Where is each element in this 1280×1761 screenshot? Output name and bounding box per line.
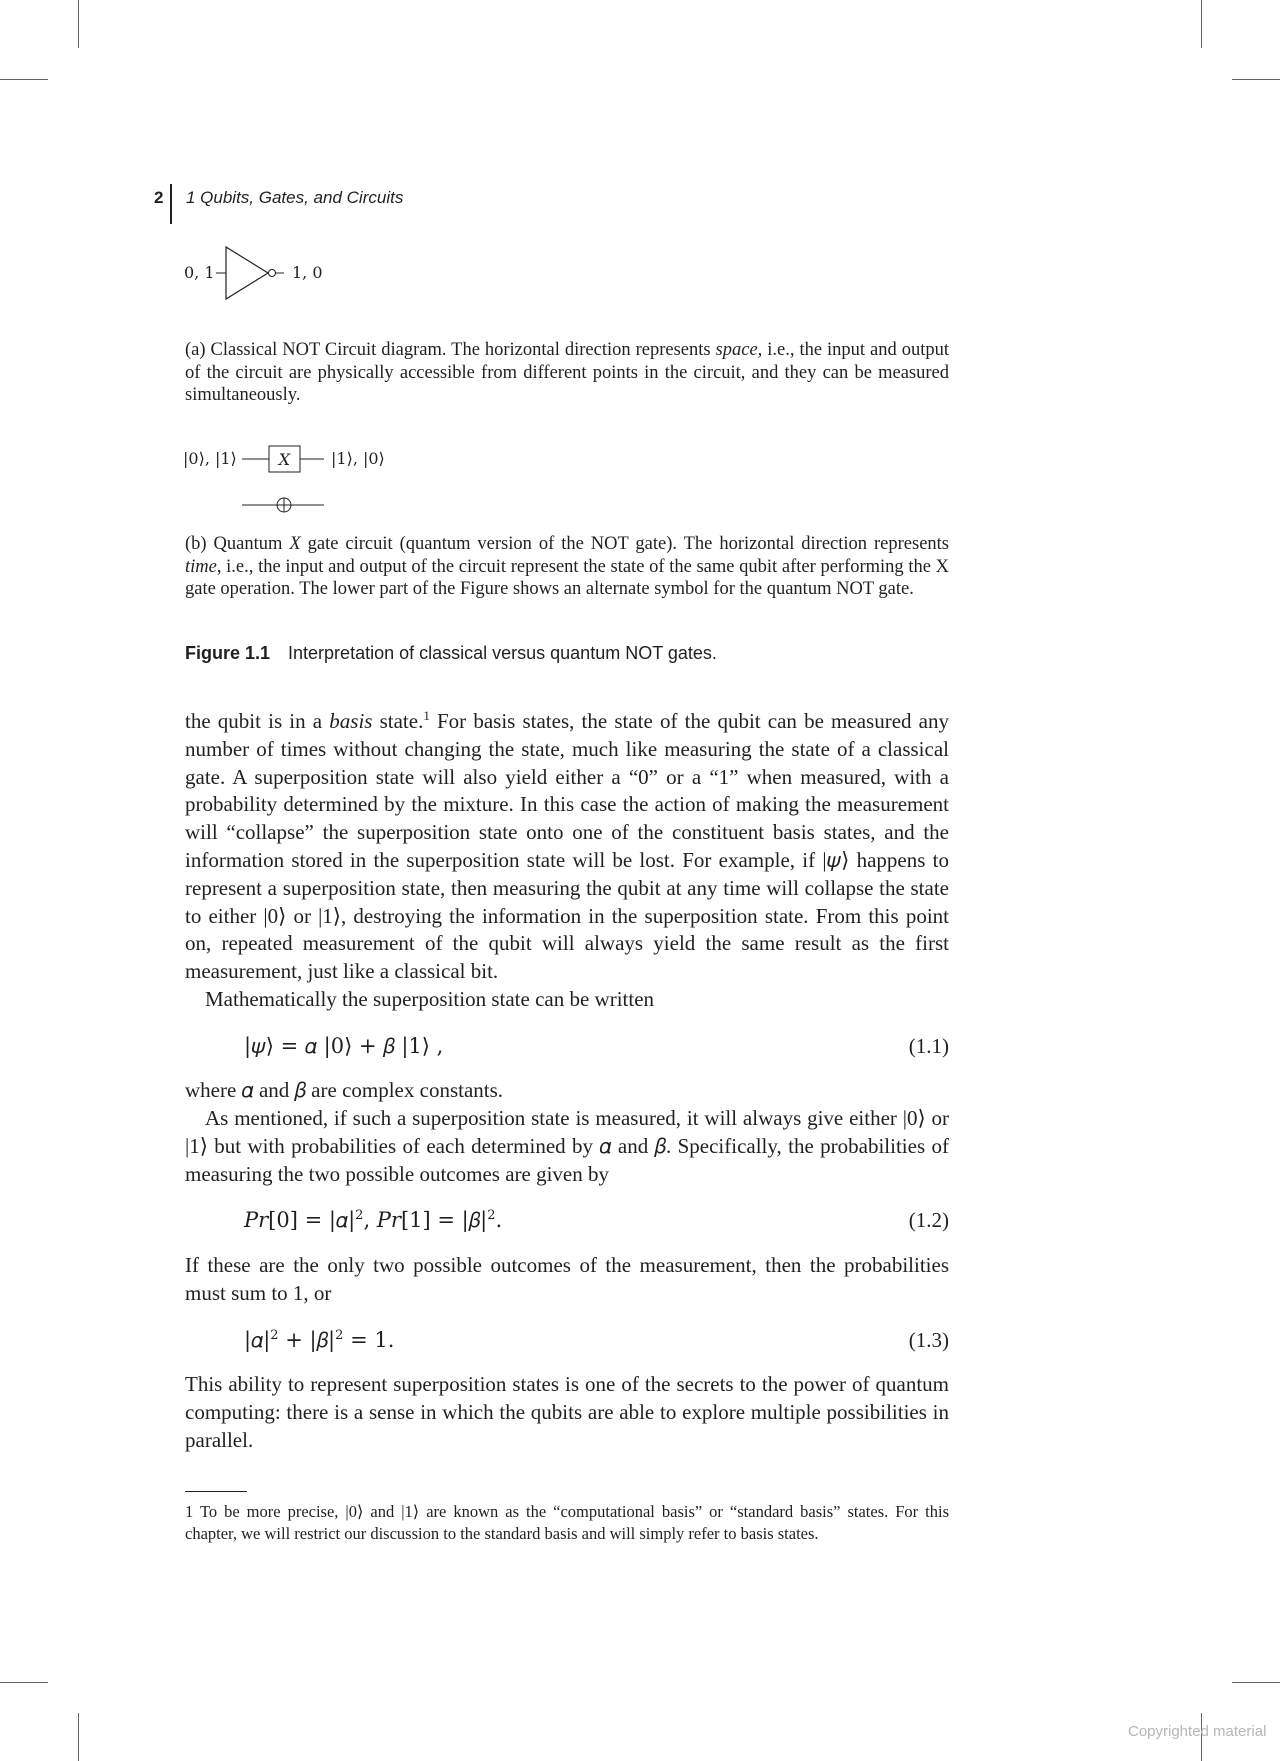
page-number: 2 [154, 188, 164, 207]
paragraph-quantum-power: This ability to represent superposition states is one of the secrets to the power of quantum computing: there is a sense in which the qubits are able to explore multiple possibilities in parallel. [185, 1372, 949, 1452]
paragraph-sum-to-one: If these are the only two possible outcomes of the measurement, then the probabilities must sum to 1, or [185, 1253, 949, 1305]
figure-label [185, 643, 965, 664]
equation-1-2 [244, 1206, 949, 1234]
figure-a-not-gate-diagram [180, 240, 340, 306]
crop-mark [0, 79, 48, 80]
figure-a-inversion-bubble [269, 270, 276, 277]
chapter-title: 1 Qubits, Gates, and Circuits [186, 188, 404, 207]
figure-a-input-label: 0, 1 [184, 263, 215, 282]
equation-1-1-number: (1.1) [908, 1034, 949, 1058]
paragraph-complex-constants: where 𝛼 and 𝛽 are complex constants. [185, 1078, 504, 1102]
footnote-marker: 1 [423, 708, 430, 723]
figure-a-not-gate-triangle [226, 247, 268, 299]
equation-1-1 [244, 1032, 949, 1060]
crop-mark [1232, 79, 1280, 80]
figure-a-caption: (a) Classical NOT Circuit diagram. The horizontal direction represents space, i.e., the input and output of the circuit are physically accessible from different points in the circuit, and they can be measured simultaneously. [185, 340, 949, 405]
crop-mark [78, 0, 79, 48]
figure-a-output-label: 1, 0 [292, 263, 323, 282]
figure-number: Figure 1.1 [185, 643, 271, 663]
paragraph-basis-states: the qubit is in a basis state.$^1$ For basis states, the state of the qubit can be measured any number of times without changing the state, much like measuring the state of a classical gate. A superposition state will also yield either a “0” or a “1” when measured, with a probability determined by the mixture. In this case the action of making the measurement will “collapse” the superposition state onto one of the constituent basis states, and the information stored in the superposition state will be lost. For example, if |𝜓⟩ happens to represent a superposition state, then measuring the qubit at any time will collapse the state to either |0⟩ or |1⟩, destroying the information in the superposition state. From this point on, repeated measurement of the qubit will always yield the same result as the first measurement, just like a classical bit. [185, 708, 949, 984]
equation-1-2-number: (1.2) [908, 1208, 949, 1232]
figure-b-x-gate-diagram [180, 440, 400, 520]
equation-1-3-number: (1.3) [908, 1328, 949, 1352]
crop-mark [1232, 1682, 1280, 1683]
crop-mark [0, 1682, 48, 1683]
paragraph-superposition-intro: Mathematically the superposition state can be written [205, 987, 655, 1011]
equation-1-3-math: $|𝛼|^2$ + $|𝛽|^2 = 1$. [244, 1328, 395, 1352]
footnote-1: 1 To be more precise, |0⟩ and |1⟩ are known as the “computational basis” or “standard basis” states. For this chapter, we will restrict our discussion to the standard basis and will simply refer to basis states. [185, 1502, 949, 1543]
figure-b-input-label: |0⟩, |1⟩ [183, 449, 237, 468]
running-head-rule [170, 184, 172, 224]
paragraph-measurement-probabilities: As mentioned, if such a superposition state is measured, it will always give either |0⟩ or |1⟩ but with probabilities of each determined by 𝛼 and 𝛽. Specifically, the probabilities of measuring the two possible outcomes are given by [185, 1106, 949, 1186]
figure-b-caption: (b) Quantum X gate circuit (quantum version of the NOT gate). The horizontal direction represents time, i.e., the input and output of the circuit represent the state of the same qubit after performing the X gate operation. The lower part of the Figure shows an alternate symbol for the quantum NOT gate. [185, 534, 949, 599]
equation-1-3 [244, 1326, 949, 1354]
figure-title: Interpretation of classical versus quantum NOT gates. [288, 643, 717, 663]
footnote-rule [185, 1491, 247, 1492]
crop-mark [78, 1713, 79, 1761]
figure-b-output-label: |1⟩, |0⟩ [331, 449, 385, 468]
crop-mark [1201, 0, 1202, 48]
figure-b-gate-label: X [278, 450, 291, 469]
equation-1-1-math: |𝜓⟩ = 𝛼 |0⟩ + 𝛽 |1⟩ , [244, 1034, 444, 1058]
equation-1-2-math: 𝑃𝑟[0] = $|𝛼|^2$, 𝑃𝑟[1] = $|𝛽|^2$. [244, 1208, 503, 1232]
running-head [154, 184, 754, 224]
copyright-watermark: Copyrighted material [1128, 1723, 1267, 1740]
